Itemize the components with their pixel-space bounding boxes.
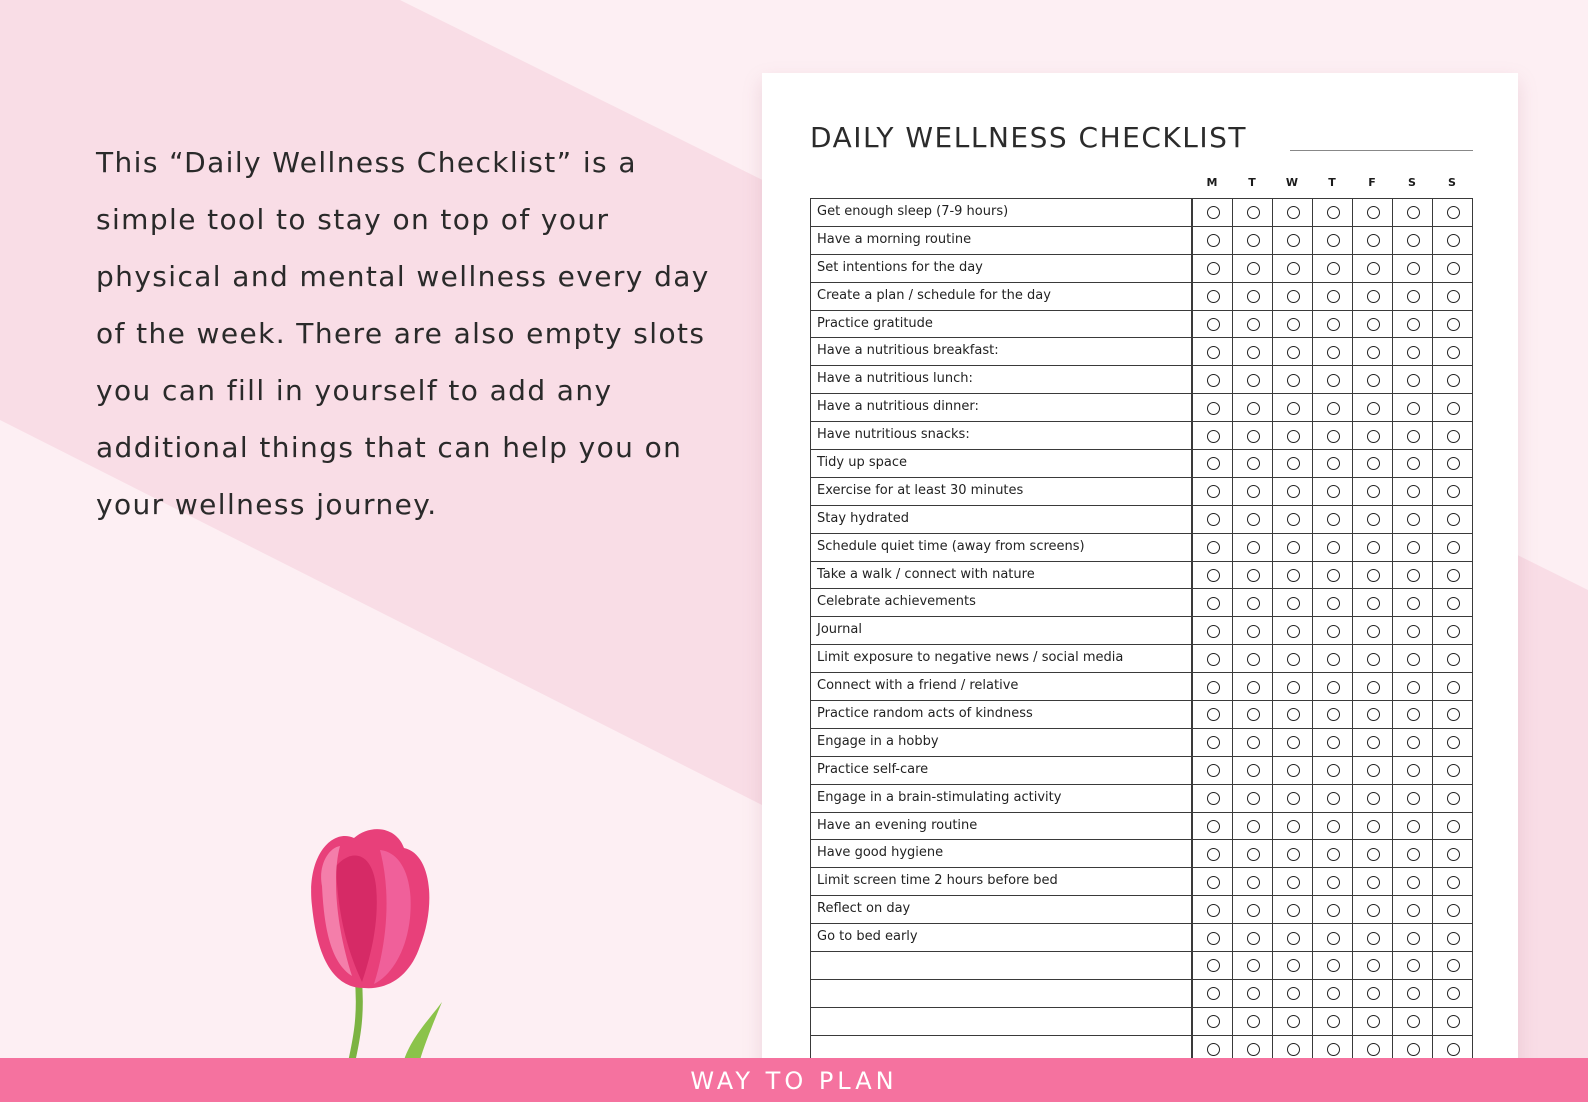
day-checkbox[interactable] xyxy=(1192,282,1233,311)
day-checkbox[interactable] xyxy=(1352,784,1393,813)
day-checkbox[interactable] xyxy=(1192,895,1233,924)
checklist-row xyxy=(810,839,1473,867)
day-checkbox[interactable] xyxy=(1192,254,1233,283)
day-checkbox[interactable] xyxy=(1272,254,1313,283)
checklist-row xyxy=(810,784,1473,812)
day-checkbox[interactable] xyxy=(1272,812,1313,841)
day-checkbox[interactable] xyxy=(1352,728,1393,757)
day-checkbox[interactable] xyxy=(1432,365,1473,394)
day-checkbox[interactable] xyxy=(1312,198,1353,227)
habit-label: Practice random acts of kindness xyxy=(810,700,1192,729)
checklist-row xyxy=(810,365,1473,393)
habit-label: Have an evening routine xyxy=(810,812,1192,841)
checklist-row xyxy=(810,616,1473,644)
day-checkbox[interactable] xyxy=(1312,979,1353,1008)
day-checkbox[interactable] xyxy=(1272,784,1313,813)
day-label: M xyxy=(1206,176,1218,189)
checklist-row xyxy=(810,337,1473,365)
day-label: W xyxy=(1285,176,1299,189)
day-checkbox[interactable] xyxy=(1432,421,1473,450)
day-checkbox[interactable] xyxy=(1272,477,1313,506)
habit-label: Exercise for at least 30 minutes xyxy=(810,477,1192,506)
day-checkbox[interactable] xyxy=(1192,533,1233,562)
checklist-row xyxy=(810,923,1473,951)
footer-bar xyxy=(0,1058,1588,1102)
day-checkbox[interactable] xyxy=(1232,449,1273,478)
day-checkbox[interactable] xyxy=(1352,533,1393,562)
day-checkbox[interactable] xyxy=(1232,337,1273,366)
empty-habit-slot[interactable] xyxy=(810,951,1192,980)
day-checkbox[interactable] xyxy=(1272,505,1313,534)
day-checkbox[interactable] xyxy=(1312,867,1353,896)
habit-label: Journal xyxy=(810,616,1192,645)
day-checkbox[interactable] xyxy=(1432,951,1473,980)
checklist-row xyxy=(810,644,1473,672)
day-checkbox[interactable] xyxy=(1312,700,1353,729)
checklist-row xyxy=(810,226,1473,254)
day-checkbox[interactable] xyxy=(1312,588,1353,617)
day-checkbox[interactable] xyxy=(1232,533,1273,562)
day-checkbox[interactable] xyxy=(1272,393,1313,422)
day-checkbox[interactable] xyxy=(1392,449,1433,478)
day-checkbox[interactable] xyxy=(1352,979,1393,1008)
empty-habit-slot[interactable] xyxy=(810,979,1192,1008)
habit-label: Reflect on day xyxy=(810,895,1192,924)
day-checkbox[interactable] xyxy=(1312,310,1353,339)
day-label: S xyxy=(1448,176,1456,189)
day-checkbox[interactable] xyxy=(1352,393,1393,422)
day-checkbox[interactable] xyxy=(1192,561,1233,590)
habit-label: Have good hygiene xyxy=(810,839,1192,868)
day-checkbox[interactable] xyxy=(1312,533,1353,562)
day-checkbox[interactable] xyxy=(1192,337,1233,366)
day-checkbox[interactable] xyxy=(1392,365,1433,394)
day-checkbox[interactable] xyxy=(1392,477,1433,506)
day-checkbox[interactable] xyxy=(1272,533,1313,562)
habit-label: Engage in a hobby xyxy=(810,728,1192,757)
day-checkbox[interactable] xyxy=(1312,644,1353,673)
day-checkbox[interactable] xyxy=(1352,812,1393,841)
day-checkbox[interactable] xyxy=(1232,421,1273,450)
day-checkbox[interactable] xyxy=(1192,365,1233,394)
day-checkbox[interactable] xyxy=(1352,226,1393,255)
day-checkbox[interactable] xyxy=(1392,616,1433,645)
day-checkbox[interactable] xyxy=(1312,449,1353,478)
day-checkbox[interactable] xyxy=(1232,923,1273,952)
habit-label: Celebrate achievements xyxy=(810,588,1192,617)
day-checkbox[interactable] xyxy=(1192,449,1233,478)
day-checkbox[interactable] xyxy=(1352,672,1393,701)
day-checkbox[interactable] xyxy=(1272,588,1313,617)
day-checkbox[interactable] xyxy=(1392,979,1433,1008)
day-checkbox[interactable] xyxy=(1232,561,1273,590)
day-checkbox[interactable] xyxy=(1392,728,1433,757)
day-checkbox[interactable] xyxy=(1272,449,1313,478)
checklist-row xyxy=(810,198,1473,226)
checklist-row xyxy=(810,700,1473,728)
day-checkbox[interactable] xyxy=(1272,979,1313,1008)
day-checkbox[interactable] xyxy=(1392,867,1433,896)
day-checkbox[interactable] xyxy=(1352,923,1393,952)
day-checkbox[interactable] xyxy=(1352,505,1393,534)
day-checkbox[interactable] xyxy=(1432,979,1473,1008)
day-checkbox[interactable] xyxy=(1192,310,1233,339)
checklist-row xyxy=(810,588,1473,616)
habit-label: Create a plan / schedule for the day xyxy=(810,282,1192,311)
habit-label: Stay hydrated xyxy=(810,505,1192,534)
day-checkbox[interactable] xyxy=(1312,812,1353,841)
day-checkbox[interactable] xyxy=(1392,644,1433,673)
day-checkbox[interactable] xyxy=(1232,198,1273,227)
checklist-title: DAILY WELLNESS CHECKLIST xyxy=(810,121,1247,154)
day-checkbox[interactable] xyxy=(1312,561,1353,590)
day-checkbox[interactable] xyxy=(1392,756,1433,785)
day-checkbox[interactable] xyxy=(1432,505,1473,534)
day-checkbox[interactable] xyxy=(1232,895,1273,924)
footer-brand: WAY TO PLAN xyxy=(690,1067,898,1095)
day-checkbox[interactable] xyxy=(1352,700,1393,729)
day-checkbox[interactable] xyxy=(1392,310,1433,339)
day-checkbox[interactable] xyxy=(1232,951,1273,980)
checklist-row xyxy=(810,1007,1473,1035)
habit-label: Connect with a friend / relative xyxy=(810,672,1192,701)
day-checkbox[interactable] xyxy=(1232,700,1273,729)
day-checkbox[interactable] xyxy=(1232,365,1273,394)
checklist-row xyxy=(810,282,1473,310)
day-checkbox[interactable] xyxy=(1432,700,1473,729)
habit-label: Tidy up space xyxy=(810,449,1192,478)
day-checkbox[interactable] xyxy=(1432,393,1473,422)
day-checkbox[interactable] xyxy=(1352,449,1393,478)
day-checkbox[interactable] xyxy=(1192,812,1233,841)
day-checkbox[interactable] xyxy=(1392,421,1433,450)
day-checkbox[interactable] xyxy=(1432,1007,1473,1036)
day-checkbox[interactable] xyxy=(1312,756,1353,785)
day-checkbox[interactable] xyxy=(1312,672,1353,701)
day-checkbox[interactable] xyxy=(1392,672,1433,701)
habit-label: Get enough sleep (7-9 hours) xyxy=(810,198,1192,227)
day-checkbox[interactable] xyxy=(1232,1007,1273,1036)
habit-label: Set intentions for the day xyxy=(810,254,1192,283)
day-checkbox[interactable] xyxy=(1432,644,1473,673)
checklist-row xyxy=(810,728,1473,756)
day-checkbox[interactable] xyxy=(1432,282,1473,311)
day-checkbox[interactable] xyxy=(1432,198,1473,227)
day-checkbox[interactable] xyxy=(1232,477,1273,506)
day-checkbox[interactable] xyxy=(1352,756,1393,785)
day-checkbox[interactable] xyxy=(1312,616,1353,645)
day-checkbox[interactable] xyxy=(1432,784,1473,813)
day-checkbox[interactable] xyxy=(1232,505,1273,534)
day-checkbox[interactable] xyxy=(1312,1007,1353,1036)
day-checkbox[interactable] xyxy=(1312,477,1353,506)
day-checkbox[interactable] xyxy=(1392,588,1433,617)
day-checkbox[interactable] xyxy=(1192,421,1233,450)
day-checkbox[interactable] xyxy=(1192,784,1233,813)
day-checkbox[interactable] xyxy=(1312,728,1353,757)
day-checkbox[interactable] xyxy=(1352,561,1393,590)
day-checkbox[interactable] xyxy=(1392,393,1433,422)
day-checkbox[interactable] xyxy=(1432,449,1473,478)
day-checkbox[interactable] xyxy=(1392,1007,1433,1036)
day-checkbox[interactable] xyxy=(1352,588,1393,617)
checklist-row xyxy=(810,951,1473,979)
day-checkbox[interactable] xyxy=(1232,282,1273,311)
day-checkbox[interactable] xyxy=(1312,337,1353,366)
checklist-row xyxy=(810,533,1473,561)
day-checkbox[interactable] xyxy=(1392,895,1433,924)
checklist-row xyxy=(810,561,1473,589)
habit-label: Take a walk / connect with nature xyxy=(810,561,1192,590)
habit-label: Have a nutritious dinner: xyxy=(810,393,1192,422)
day-checkbox[interactable] xyxy=(1392,337,1433,366)
day-checkbox[interactable] xyxy=(1272,616,1313,645)
day-checkbox[interactable] xyxy=(1192,923,1233,952)
day-checkbox[interactable] xyxy=(1352,839,1393,868)
day-checkbox[interactable] xyxy=(1312,784,1353,813)
day-checkbox[interactable] xyxy=(1352,365,1393,394)
checklist-row xyxy=(810,393,1473,421)
day-checkbox[interactable] xyxy=(1232,867,1273,896)
day-checkbox[interactable] xyxy=(1272,672,1313,701)
day-checkbox[interactable] xyxy=(1192,700,1233,729)
day-checkbox[interactable] xyxy=(1392,282,1433,311)
day-checkbox[interactable] xyxy=(1432,923,1473,952)
day-checkbox[interactable] xyxy=(1352,895,1393,924)
day-checkbox[interactable] xyxy=(1272,365,1313,394)
day-checkbox[interactable] xyxy=(1392,226,1433,255)
day-checkbox[interactable] xyxy=(1392,533,1433,562)
day-checkbox[interactable] xyxy=(1432,867,1473,896)
day-checkbox[interactable] xyxy=(1232,310,1273,339)
day-checkbox[interactable] xyxy=(1312,839,1353,868)
day-checkbox[interactable] xyxy=(1352,198,1393,227)
day-checkbox[interactable] xyxy=(1352,282,1393,311)
tulip-icon xyxy=(292,826,462,1060)
day-checkbox[interactable] xyxy=(1192,505,1233,534)
day-checkbox[interactable] xyxy=(1312,505,1353,534)
day-checkbox[interactable] xyxy=(1232,616,1273,645)
day-checkbox[interactable] xyxy=(1312,393,1353,422)
checklist-row xyxy=(810,449,1473,477)
day-checkbox[interactable] xyxy=(1432,533,1473,562)
day-checkbox[interactable] xyxy=(1192,393,1233,422)
day-checkbox[interactable] xyxy=(1432,812,1473,841)
habit-label: Have a nutritious lunch: xyxy=(810,365,1192,394)
habit-label: Have a morning routine xyxy=(810,226,1192,255)
day-checkbox[interactable] xyxy=(1232,979,1273,1008)
day-checkbox[interactable] xyxy=(1392,198,1433,227)
checklist-row xyxy=(810,867,1473,895)
day-checkbox[interactable] xyxy=(1272,1007,1313,1036)
day-checkbox[interactable] xyxy=(1312,421,1353,450)
day-checkbox[interactable] xyxy=(1232,756,1273,785)
checklist-row xyxy=(810,310,1473,338)
day-checkbox[interactable] xyxy=(1352,867,1393,896)
checklist-table xyxy=(810,198,1473,1063)
checklist-row xyxy=(810,672,1473,700)
habit-label: Practice gratitude xyxy=(810,310,1192,339)
day-checkbox[interactable] xyxy=(1272,421,1313,450)
habit-label: Go to bed early xyxy=(810,923,1192,952)
day-checkbox[interactable] xyxy=(1432,588,1473,617)
checklist-row xyxy=(810,254,1473,282)
day-checkbox[interactable] xyxy=(1272,226,1313,255)
day-label: T xyxy=(1248,176,1256,189)
day-checkbox[interactable] xyxy=(1192,477,1233,506)
checklist-row xyxy=(810,505,1473,533)
day-checkbox[interactable] xyxy=(1432,728,1473,757)
day-label: F xyxy=(1368,176,1376,189)
habit-label: Have a nutritious breakfast: xyxy=(810,337,1192,366)
day-checkbox[interactable] xyxy=(1232,588,1273,617)
day-checkbox[interactable] xyxy=(1192,756,1233,785)
day-checkbox[interactable] xyxy=(1272,895,1313,924)
day-checkbox[interactable] xyxy=(1392,254,1433,283)
day-checkbox[interactable] xyxy=(1192,951,1233,980)
day-checkbox[interactable] xyxy=(1192,616,1233,645)
day-checkbox[interactable] xyxy=(1392,951,1433,980)
day-checkbox[interactable] xyxy=(1432,561,1473,590)
day-checkbox[interactable] xyxy=(1272,700,1313,729)
day-checkbox[interactable] xyxy=(1432,337,1473,366)
day-checkbox[interactable] xyxy=(1312,895,1353,924)
day-checkbox[interactable] xyxy=(1272,337,1313,366)
day-checkbox[interactable] xyxy=(1392,839,1433,868)
day-checkbox[interactable] xyxy=(1272,644,1313,673)
day-checkbox[interactable] xyxy=(1392,505,1433,534)
day-checkbox[interactable] xyxy=(1232,812,1273,841)
empty-habit-slot[interactable] xyxy=(810,1007,1192,1036)
day-checkbox[interactable] xyxy=(1432,672,1473,701)
day-checkbox[interactable] xyxy=(1272,923,1313,952)
day-checkbox[interactable] xyxy=(1312,951,1353,980)
checklist-sheet xyxy=(762,73,1518,1073)
day-checkbox[interactable] xyxy=(1192,867,1233,896)
day-checkbox[interactable] xyxy=(1432,895,1473,924)
day-checkbox[interactable] xyxy=(1312,365,1353,394)
checklist-row xyxy=(810,477,1473,505)
day-checkbox[interactable] xyxy=(1232,839,1273,868)
day-checkbox[interactable] xyxy=(1352,310,1393,339)
habit-label: Schedule quiet time (away from screens) xyxy=(810,533,1192,562)
day-checkbox[interactable] xyxy=(1312,226,1353,255)
day-checkbox[interactable] xyxy=(1352,254,1393,283)
day-checkbox[interactable] xyxy=(1272,561,1313,590)
day-checkbox[interactable] xyxy=(1392,784,1433,813)
day-checkbox[interactable] xyxy=(1192,226,1233,255)
day-checkbox[interactable] xyxy=(1232,784,1273,813)
day-checkbox[interactable] xyxy=(1352,644,1393,673)
day-checkbox[interactable] xyxy=(1392,700,1433,729)
day-checkbox[interactable] xyxy=(1432,756,1473,785)
day-checkbox[interactable] xyxy=(1232,644,1273,673)
day-checkbox[interactable] xyxy=(1352,421,1393,450)
checklist-row xyxy=(810,895,1473,923)
day-checkbox[interactable] xyxy=(1192,588,1233,617)
day-checkbox[interactable] xyxy=(1192,644,1233,673)
checklist-row xyxy=(810,756,1473,784)
checklist-row xyxy=(810,979,1473,1007)
habit-label: Limit screen time 2 hours before bed xyxy=(810,867,1192,896)
day-checkbox[interactable] xyxy=(1192,1007,1233,1036)
day-checkbox[interactable] xyxy=(1352,477,1393,506)
checklist-row xyxy=(810,421,1473,449)
day-checkbox[interactable] xyxy=(1272,310,1313,339)
day-checkbox[interactable] xyxy=(1432,226,1473,255)
day-checkbox[interactable] xyxy=(1352,616,1393,645)
day-checkbox[interactable] xyxy=(1312,282,1353,311)
day-checkbox[interactable] xyxy=(1312,923,1353,952)
day-checkbox[interactable] xyxy=(1232,393,1273,422)
day-checkbox[interactable] xyxy=(1192,839,1233,868)
habit-label: Engage in a brain-stimulating activity xyxy=(810,784,1192,813)
day-checkbox[interactable] xyxy=(1352,951,1393,980)
day-checkbox[interactable] xyxy=(1192,198,1233,227)
habit-label: Practice self-care xyxy=(810,756,1192,785)
day-checkbox[interactable] xyxy=(1392,923,1433,952)
day-label: S xyxy=(1408,176,1416,189)
day-checkbox[interactable] xyxy=(1272,867,1313,896)
day-checkbox[interactable] xyxy=(1192,979,1233,1008)
day-checkbox[interactable] xyxy=(1272,951,1313,980)
day-checkbox[interactable] xyxy=(1352,337,1393,366)
day-checkbox[interactable] xyxy=(1272,756,1313,785)
day-label: T xyxy=(1328,176,1336,189)
day-checkbox[interactable] xyxy=(1312,254,1353,283)
day-checkbox[interactable] xyxy=(1232,728,1273,757)
day-checkbox[interactable] xyxy=(1272,728,1313,757)
day-checkbox[interactable] xyxy=(1432,839,1473,868)
intro-text: This “Daily Wellness Checklist” is a simple tool to stay on top of your physical and mental wellness every day of the week. There are also empty slots you can fill in yourself to add any additional things that can help you on your wellness journey. xyxy=(96,146,710,521)
day-checkbox[interactable] xyxy=(1432,616,1473,645)
habit-label: Limit exposure to negative news / social media xyxy=(810,644,1192,673)
day-checkbox[interactable] xyxy=(1232,226,1273,255)
checklist-row xyxy=(810,812,1473,840)
habit-label: Have nutritious snacks: xyxy=(810,421,1192,450)
day-checkbox[interactable] xyxy=(1192,672,1233,701)
day-checkbox[interactable] xyxy=(1432,254,1473,283)
day-checkbox[interactable] xyxy=(1352,1007,1393,1036)
day-checkbox[interactable] xyxy=(1432,477,1473,506)
name-write-line xyxy=(1290,150,1473,151)
day-checkbox[interactable] xyxy=(1272,198,1313,227)
day-checkbox[interactable] xyxy=(1432,310,1473,339)
day-checkbox[interactable] xyxy=(1232,254,1273,283)
day-checkbox[interactable] xyxy=(1392,812,1433,841)
day-checkbox[interactable] xyxy=(1232,672,1273,701)
day-checkbox[interactable] xyxy=(1392,561,1433,590)
day-checkbox[interactable] xyxy=(1272,839,1313,868)
day-checkbox[interactable] xyxy=(1272,282,1313,311)
day-checkbox[interactable] xyxy=(1192,728,1233,757)
